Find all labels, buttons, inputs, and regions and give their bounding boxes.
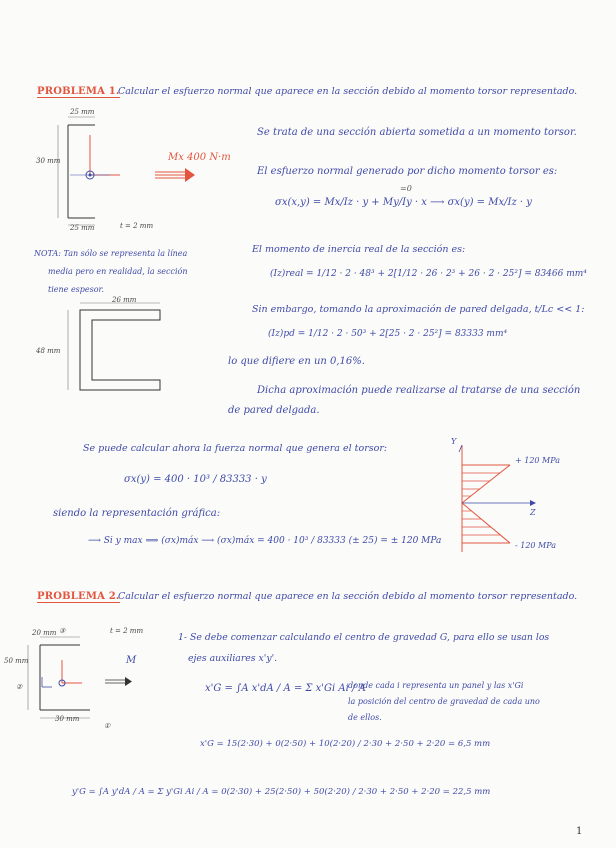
fig3-top-dim: 20 mm (32, 629, 57, 637)
stress-bottom-label: - 120 MPa (515, 541, 557, 550)
p1-line1: Se trata de una sección abierta sometida a un momento torsor. (257, 127, 577, 138)
stress-axis-z: Z (530, 508, 536, 517)
fig3-p3: ③ (59, 627, 66, 635)
stress-top-label: + 120 MPa (515, 456, 561, 465)
differs-text: lo que difiere en un 0,16%. (228, 356, 365, 367)
fig1-left-dim: 30 mm (36, 157, 61, 165)
where-line-2: la posición del centro de gravedad de cada uno (348, 697, 540, 706)
c-section-figure (60, 300, 180, 410)
calc-label: Se puede calcular ahora la fuerza normal que genera el torsor: (83, 443, 388, 454)
problem-2-label: PROBLEMA 2. (37, 591, 120, 602)
fig3-left-dim: 50 mm (4, 657, 29, 665)
where-line-3: de ellos. (348, 713, 382, 722)
p1-eq1-sup: =0 (400, 184, 412, 193)
problem-2-statement: Calcular el esfuerzo normal que aparece en la sección debido al momento torsor representado. (118, 591, 578, 602)
xg-numeric: x'G = 15(2·30) + 0(2·50) + 10(2·20) / 2·30 + 2·50 + 2·20 = 6,5 mm (200, 739, 491, 749)
problem-1-label: PROBLEMA 1. (37, 86, 120, 97)
problem-1-statement: Calcular el esfuerzo normal que aparece en la sección debido al momento torsor representado. (118, 86, 578, 97)
nota-line-2: media pero en realidad, la sección (48, 267, 188, 276)
fig1-moment-label: Mx 400 N·m (168, 152, 231, 163)
fig2-top-dim: 26 mm (112, 296, 137, 304)
fig3-bottom-dim: 30 mm (55, 715, 80, 723)
xg-equation: x'G = ∫A x'dA / A = Σ x'Gi Ai / A (205, 683, 366, 694)
fig3-thickness: t = 2 mm (110, 627, 144, 635)
page-number: 1 (576, 826, 583, 837)
justify-line-2: de pared delgada. (228, 405, 320, 416)
fig3-moment: M (126, 655, 137, 666)
approx-equation: (Iz)pd = 1/12 · 2 · 50³ + 2[25 · 2 · 25²] = 83333 mm⁴ (268, 329, 508, 339)
approx-label: Sin embargo, tomando la aproximación de pared delgada, t/Lc << 1: (252, 304, 585, 315)
fig1-thickness: t = 2 mm (120, 222, 154, 230)
fig3-p2: ② (16, 683, 23, 691)
p1-eq1: σx(x,y) = Mx/Iz · y + My/Iy · x ⟶ σx(y) = Mx/Iz · y (275, 197, 532, 208)
p1-line2: El esfuerzo normal generado por dicho momento torsor es: (257, 166, 558, 177)
fig2-left-dim: 48 mm (36, 347, 61, 355)
graph-label: siendo la representación gráfica: (53, 508, 221, 519)
section-figure-1 (40, 115, 240, 235)
section-figure-2 (20, 625, 160, 735)
nota-line-1: NOTA: Tan sólo se representa la línea (34, 249, 188, 258)
step1b: ejes auxiliares x'y'. (188, 653, 278, 664)
step1: 1- Se debe comenzar calculando el centro de gravedad G, para ello se usan los (178, 632, 550, 643)
eq2: σx(y) = 400 · 10³ / 83333 · y (124, 474, 267, 485)
where-line-1: donde cada i representa un panel y las x'Gi (348, 681, 524, 690)
stress-axis-y: Y (451, 437, 457, 446)
eq3: ⟶ Si y max ⟹ (σx)máx ⟶ (σx)máx = 400 · 10³ / 83333 (± 25) = ± 120 MPa (88, 536, 442, 546)
inertia-label: El momento de inercia real de la sección es: (252, 244, 466, 255)
fig1-top-dim: 25 mm (70, 108, 95, 116)
fig1-bottom-dim: 25 mm (70, 224, 95, 232)
nota-line-3: tiene espesor. (48, 285, 105, 294)
inertia-equation: (Iz)real = 1/12 · 2 · 48³ + 2[1/12 · 26 · 2³ + 26 · 2 · 25²] = 83466 mm⁴ (270, 269, 587, 279)
justify-line-1: Dicha aproximación puede realizarse al tratarse de una sección (257, 385, 581, 396)
fig3-p1: ① (104, 722, 111, 730)
yg-equation: y'G = ∫A y'dA / A = Σ y'Gi Ai / A = 0(2·30) + 25(2·50) + 50(2·20) / 2·30 + 2·50 + 2·20 = 22,5 mm (72, 787, 491, 797)
